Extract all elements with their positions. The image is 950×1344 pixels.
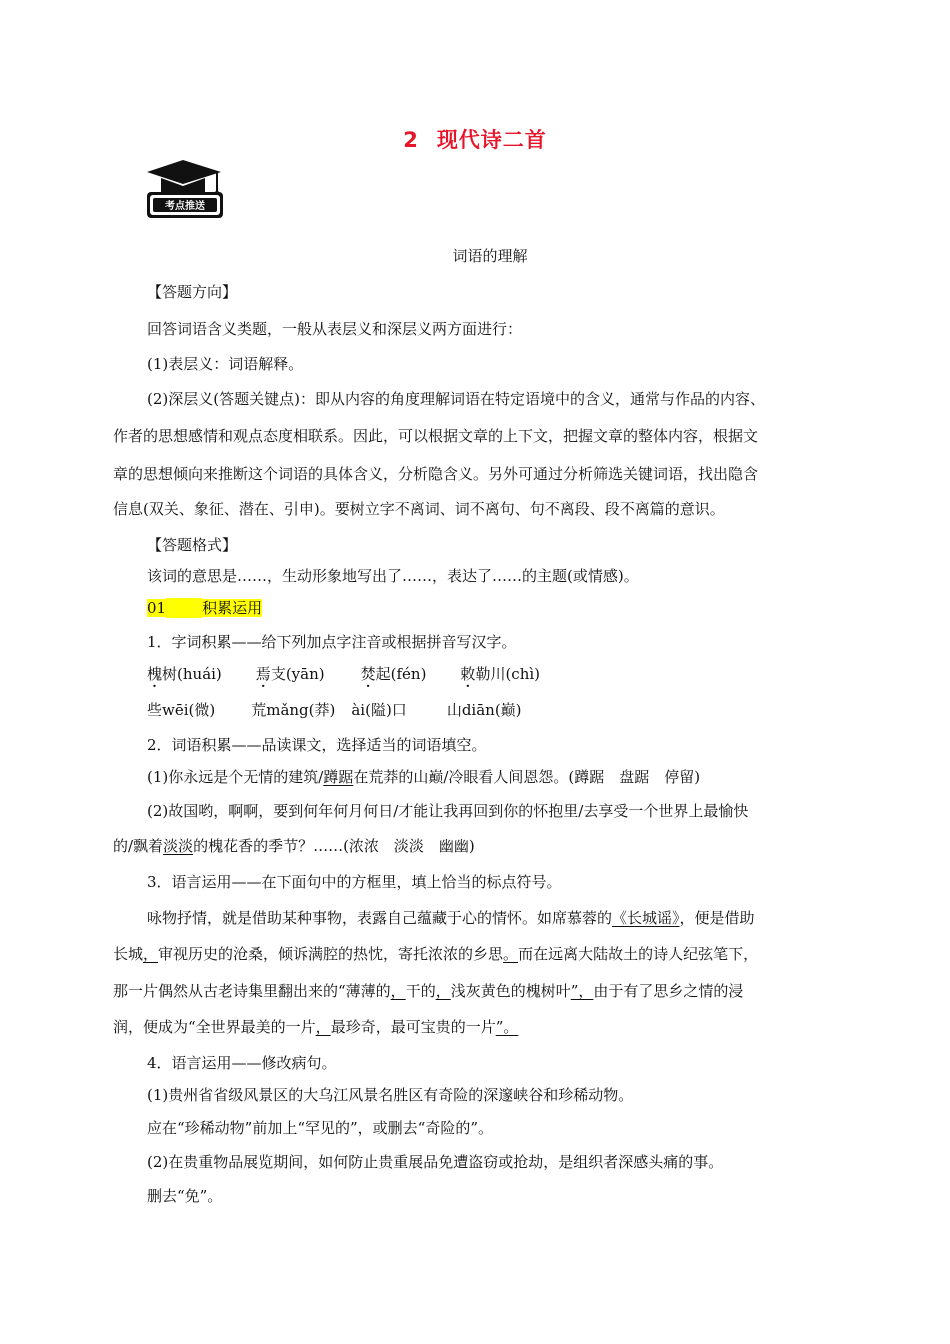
lesson-number: 2 [403, 128, 419, 152]
q1-row1 [147, 664, 540, 684]
q1-row2-item3: ài(隘)口 [351, 701, 407, 719]
q3-blank: ”， [570, 982, 594, 1000]
q3-line4: 润，便成为“全世界最美的一片，最珍奇，最可宝贵的一片”。 [113, 1018, 519, 1036]
q3-line2: 长城，审视历史的沧桑，倾诉满腔的热忱，寄托浓浓的乡思。而在远离大陆故土的诗人纪弦笔下， [113, 945, 759, 963]
q1-item2: 焉支(yān) [255, 665, 325, 683]
q4-stem: 4．语言运用——修改病句。 [147, 1054, 337, 1072]
q2-answer2: 淡淡 [163, 837, 194, 855]
q3-blank: ， [435, 982, 451, 1000]
q2-sentence1: (1)你永远是个无情的建筑/蹲踞在荒莽的山巅/冷眼看人间恩怨。(蹲踞 盘踞 停留) [147, 768, 701, 786]
q3-blank: ， [390, 982, 406, 1000]
q4-answer2: 删去“免”。 [147, 1187, 223, 1205]
section-title: 词语的理解 [452, 247, 528, 265]
q3-blank: ， [143, 945, 159, 963]
q2-sentence2-line2: 的/飘着淡淡的槐花香的季节？……(浓浓 淡淡 幽幽) [113, 837, 475, 855]
q2-answer1: 蹲踞 [323, 768, 354, 786]
page-title [0, 124, 950, 154]
q1-row2-item2: 荒mǎng(莽) [251, 701, 336, 719]
q1-item1: 槐树(huái) [147, 665, 222, 683]
q1-item4: 敕勒川(chì) [460, 665, 541, 683]
q1-row2 [147, 700, 522, 720]
q3-stem: 3．语言运用——在下面句中的方框里，填上恰当的标点符号。 [147, 873, 562, 891]
answer-direction-heading: 【答题方向】 [147, 283, 238, 301]
answer-direction-intro: 回答词语含义类题，一般从表层义和深层义两方面进行： [147, 320, 523, 338]
answer-direction-p2-line1: (2)深层义(答题关键点)：即从内容的角度理解词语在特定语境中的含义，通常与作品的内容、 [147, 390, 765, 408]
answer-format-heading: 【答题格式】 [147, 536, 238, 554]
q3-blank: 。 [503, 945, 519, 963]
svg-text:考点推送: 考点推送 [165, 201, 205, 212]
answer-format-text: 该词的意思是……，生动形象地写出了……，表达了……的主题(或情感)。 [147, 567, 639, 585]
section-01-number: 01 [147, 599, 167, 617]
q1-stem: 1．字词积累——给下列加点字注音或根据拼音写汉字。 [147, 633, 517, 651]
q3-line1: 咏物抒情，就是借助某种事物，表露自己蕴藏于心的情怀。如席慕蓉的《长城谣》，便是借助 [147, 909, 755, 927]
q4-answer1: 应在“珍稀动物”前加上“罕见的”，或删去“奇险的”。 [147, 1119, 494, 1137]
q4-sentence1: (1)贵州省省级风景区的大乌江风景名胜区有奇险的深邃峡谷和珍稀动物。 [147, 1086, 634, 1104]
q3-blank: ， [315, 1018, 331, 1036]
q2-stem: 2．词语积累——品读课文，选择适当的词语填空。 [147, 736, 487, 754]
q1-row2-item1: 些wēi(微) [147, 701, 216, 719]
lesson-title: 现代诗二首 [436, 128, 547, 152]
section-01-header [147, 598, 262, 618]
graduation-cap-badge-icon [145, 158, 225, 220]
section-01-label: 积累运用 [202, 599, 263, 617]
q3-blank: ”。 [495, 1018, 519, 1036]
q2-sentence2-line1: (2)故国哟，啊啊，要到何年何月何日/才能让我再回到你的怀抱里/去享受一个世界上最愉快 [147, 802, 749, 820]
answer-direction-p2-line2: 作者的思想感情和观点态度相联系。因此，可以根据文章的上下文，把握文章的整体内容，根据文 [113, 427, 759, 445]
q1-row2-item4: 山diān(巅) [446, 701, 522, 719]
answer-direction-p2-line4: 信息(双关、象征、潜在、引申)。要树立字不离词、词不离句、句不离段、段不离篇的意识。 [113, 500, 725, 518]
q1-item3: 焚起(fén) [360, 665, 427, 683]
answer-direction-p1: (1)表层义：词语解释。 [147, 355, 304, 373]
answer-direction-p2-line3: 章的思想倾向来推断这个词语的具体含义，分析隐含义。另外可通过分析筛选关键词语，找出隐含 [113, 465, 759, 483]
q3-line3: 那一片偶然从古老诗集里翻出来的“薄薄的，干的，浅灰黄色的槐树叶”，由于有了思乡之情的浸 [113, 982, 744, 1000]
q4-sentence2: (2)在贵重物品展览期间，如何防止贵重展品免遭盗窃或抢劫，是组织者深感头痛的事。 [147, 1153, 724, 1171]
